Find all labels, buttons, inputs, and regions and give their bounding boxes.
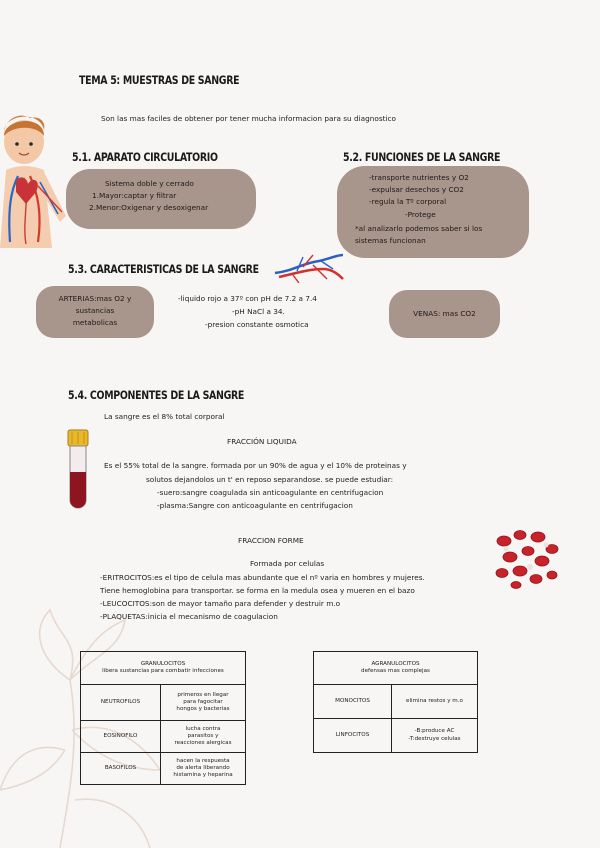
table-row [81, 685, 246, 721]
function-line: -regula la Tº corporal [369, 197, 447, 206]
arteries-line: metabolicas [72, 318, 118, 327]
cell-name: LINFOCITOS [314, 719, 392, 753]
circulatory-line: Sistema doble y cerrado [105, 179, 194, 188]
liquid-fraction-line: -plasma:Sangre con anticoagulante en centrifugacion [157, 501, 353, 510]
arteries-pill [36, 286, 154, 338]
granulocytes-table [80, 651, 246, 785]
agranulocytes-table [313, 651, 478, 753]
section-5-4-heading: 5.4. COMPONENTES DE LA SANGRE [68, 388, 245, 402]
section-5-3-heading: 5.3. CARACTERISTICAS DE LA SANGRE [68, 262, 259, 276]
formed-fraction-line: -PLAQUETAS:inicia el mecanismo de coagulacion [100, 612, 278, 621]
formed-fraction-title: FRACCION FORME [238, 536, 304, 545]
liquid-fraction-line: solutos dejandolos un t' en reposo separandose. se puede estudiar: [146, 475, 394, 484]
cell-desc: elimina restos y m.o [392, 685, 478, 719]
formed-fraction-line: -ERITROCITOS:es el tipo de celula mas abundante que el nº varia en hombres y mujeres. [100, 573, 425, 582]
veins-pill [389, 290, 500, 338]
blood-vessels-icon [273, 253, 345, 283]
cell-desc: -B:produce AC -T:destruye celulas [392, 719, 478, 753]
characteristic-line: -liquido rojo a 37º con pH de 7.2 a 7.4 [178, 294, 317, 303]
arteries-line: sustancias [75, 306, 115, 315]
function-line: sistemas funcionan [355, 236, 426, 245]
blood-percentage-text: La sangre es el 8% total corporal [104, 412, 225, 421]
circulatory-line: 1.Mayor:captar y filtrar [92, 191, 177, 200]
table-row [314, 685, 478, 719]
circulatory-line: 2.Menor:Oxigenar y desoxigenar [89, 203, 209, 212]
liquid-fraction-line: Es el 55% total de la sangre. formada por un 90% de agua y el 10% de proteinas y [104, 461, 407, 470]
cell-name: BASOFILOS [81, 753, 161, 785]
liquid-fraction-title: FRACCIÓN LIQUIDA [227, 437, 297, 446]
formed-fraction-line: -LEUCOCITOS:son de mayor tamaño para defender y destruir m.o [100, 599, 341, 608]
function-line: *al analizarlo podemos saber si los [355, 224, 483, 233]
table-row [81, 721, 246, 753]
section-5-1-heading: 5.1. APARATO CIRCULATORIO [72, 150, 218, 164]
veins-text: VENAS: mas CO2 [413, 309, 476, 318]
section-5-2-heading: 5.2. FUNCIONES DE LA SANGRE [343, 150, 501, 164]
blood-tube-icon [66, 428, 90, 510]
liquid-fraction-line: -suero:sangre coagulada sin anticoagulante en centrifugacion [157, 488, 384, 497]
functions-pill [337, 166, 529, 258]
arteries-line: ARTERIAS:mas O2 y [58, 294, 132, 303]
circulatory-pill [66, 169, 256, 229]
table-row [81, 753, 246, 785]
cell-name: NEUTROFILOS [81, 685, 161, 721]
intro-text: Son las mas faciles de obtener por tener mucha informacion para su diagnostico [101, 114, 396, 123]
cell-name: MONOCITOS [314, 685, 392, 719]
function-line: -transporte nutrientes y O2 [369, 173, 469, 182]
child-heart-illustration [0, 112, 72, 254]
page-title: TEMA 5: MUESTRAS DE SANGRE [79, 73, 240, 87]
table-row [314, 719, 478, 753]
characteristic-line: -pH NaCl a 34. [232, 307, 285, 316]
characteristic-line: -presion constante osmotica [205, 320, 309, 329]
cell-name: EOSINOFILO [81, 721, 161, 753]
function-line: -expulsar desechos y CO2 [369, 185, 464, 194]
formed-fraction-line: Tiene hemoglobina para transportar. se forma en la medula osea y mueren en el bazo [100, 586, 415, 595]
formed-fraction-subtitle: Formada por celulas [250, 559, 325, 568]
agranulocytes-header: AGRANULOCITOS defensas mas complejas [314, 652, 478, 685]
red-blood-cells-illustration [494, 527, 560, 589]
cell-desc: lucha contra parasitos y reacciones alergicas [161, 721, 246, 753]
cell-desc: hacen la respuesta de alerta liberando histamina y heparina [161, 753, 246, 785]
function-line: -Protege [405, 210, 436, 219]
cell-desc: primeros en llegar para fagocitar hongos y bacterias [161, 685, 246, 721]
granulocytes-header: GRANULOCITOS libera sustancias para combatir infecciones [81, 652, 246, 685]
